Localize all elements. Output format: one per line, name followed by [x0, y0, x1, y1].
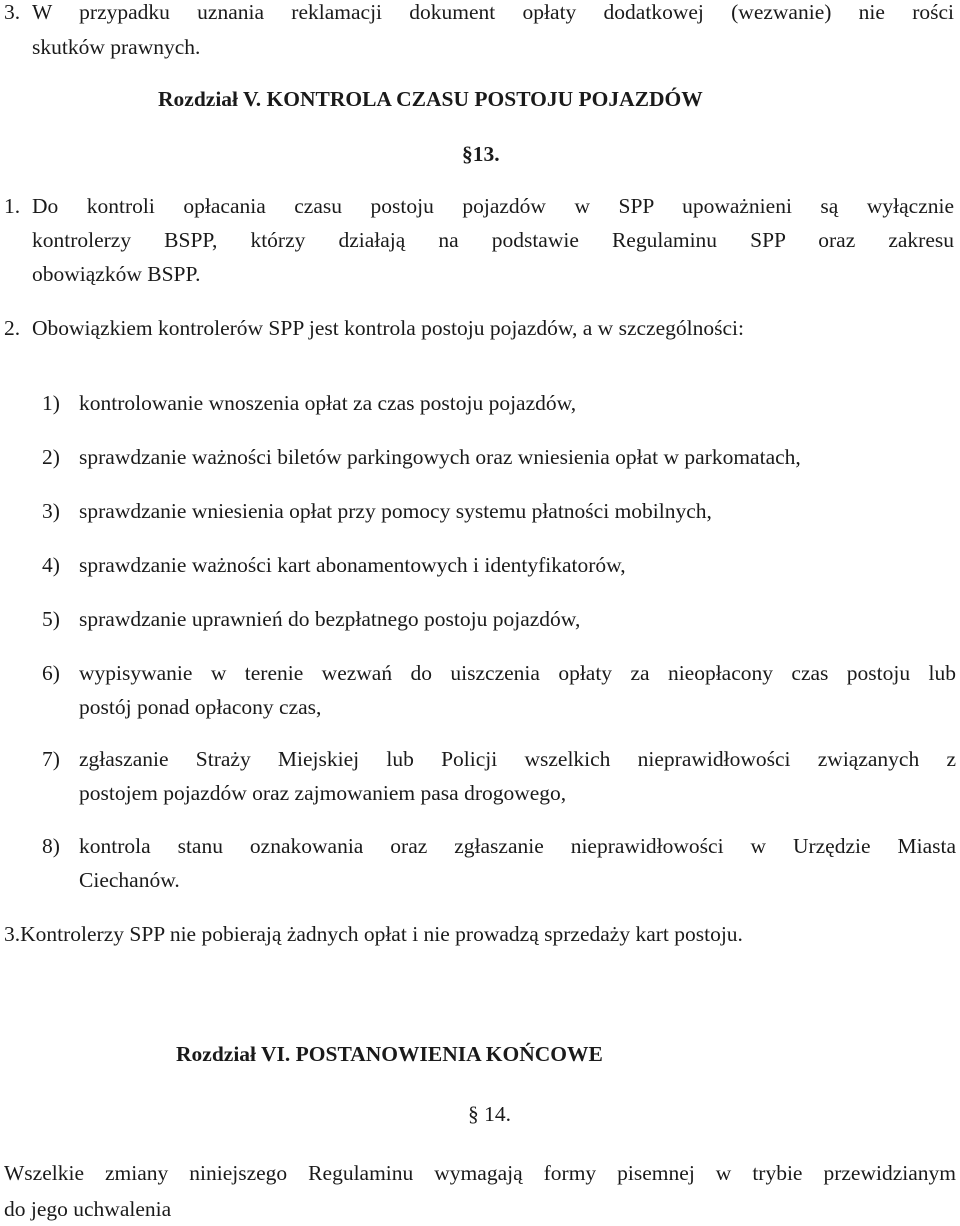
paragraph-number: 1.	[4, 194, 21, 218]
list-item-number: 3)	[42, 499, 60, 523]
paragraph-text-line: obowiązków BSPP.	[32, 262, 201, 286]
list-item-text: postojem pojazdów oraz zajmowaniem pasa drogowego,	[79, 781, 567, 805]
list-item-number: 1)	[42, 391, 60, 415]
list-item-text: Ciechanów.	[79, 868, 180, 892]
list-item-text: sprawdzanie wniesienia opłat przy pomocy systemu płatności mobilnych,	[79, 499, 712, 523]
list-item-text: sprawdzanie ważności biletów parkingowych oraz wniesienia opłat w parkomatach,	[79, 445, 801, 469]
list-item-text: kontrola stanu oznakowania oraz zgłaszanie nieprawidłowości w Urzędzie Miasta	[79, 834, 956, 858]
paragraph-text-line: W przypadku uznania reklamacji dokument opłaty dodatkowej (wezwanie) nie rości	[32, 0, 954, 24]
list-item-text: sprawdzanie ważności kart abonamentowych i identyfikatorów,	[79, 553, 626, 577]
chapter-heading: Rozdział VI. POSTANOWIENIA KOŃCOWE	[176, 1042, 603, 1066]
list-item-number: 8)	[42, 834, 60, 858]
section-number: § 14.	[468, 1102, 511, 1126]
list-item-number: 2)	[42, 445, 60, 469]
paragraph-text-line: Obowiązkiem kontrolerów SPP jest kontrola postoju pojazdów, a w szczególności:	[32, 316, 744, 340]
list-item-text: kontrolowanie wnoszenia opłat za czas postoju pojazdów,	[79, 391, 577, 415]
paragraph-text-line: kontrolerzy BSPP, którzy działają na podstawie Regulaminu SPP oraz zakresu	[32, 228, 954, 252]
list-item-text: zgłaszanie Straży Miejskiej lub Policji wszelkich nieprawidłowości związanych z	[79, 747, 956, 771]
list-item-text: wypisywanie w terenie wezwań do uiszczenia opłaty za nieopłacony czas postoju lub	[79, 661, 956, 685]
paragraph-number: 3.	[4, 0, 21, 24]
paragraph-text-line: do jego uchwalenia	[4, 1197, 172, 1221]
paragraph-number: 2.	[4, 316, 21, 340]
list-item-number: 5)	[42, 607, 60, 631]
list-item-text: postój ponad opłacony czas,	[79, 695, 322, 719]
section-number: §13.	[462, 142, 500, 166]
paragraph-text-line: Wszelkie zmiany niniejszego Regulaminu wymagają formy pisemnej w trybie przewidzianym	[4, 1161, 956, 1185]
paragraph-text-line: 3.Kontrolerzy SPP nie pobierają żadnych opłat i nie prowadzą sprzedaży kart postoju.	[4, 922, 743, 946]
list-item-number: 6)	[42, 661, 60, 685]
paragraph-text-line: Do kontroli opłacania czasu postoju pojazdów w SPP upoważnieni są wyłącznie	[32, 194, 954, 218]
chapter-heading: Rozdział V. KONTROLA CZASU POSTOJU POJAZDÓW	[158, 87, 703, 111]
list-item-text: sprawdzanie uprawnień do bezpłatnego postoju pojazdów,	[79, 607, 581, 631]
list-item-number: 7)	[42, 747, 60, 771]
list-item-number: 4)	[42, 553, 60, 577]
paragraph-text-line: skutków prawnych.	[32, 35, 201, 59]
